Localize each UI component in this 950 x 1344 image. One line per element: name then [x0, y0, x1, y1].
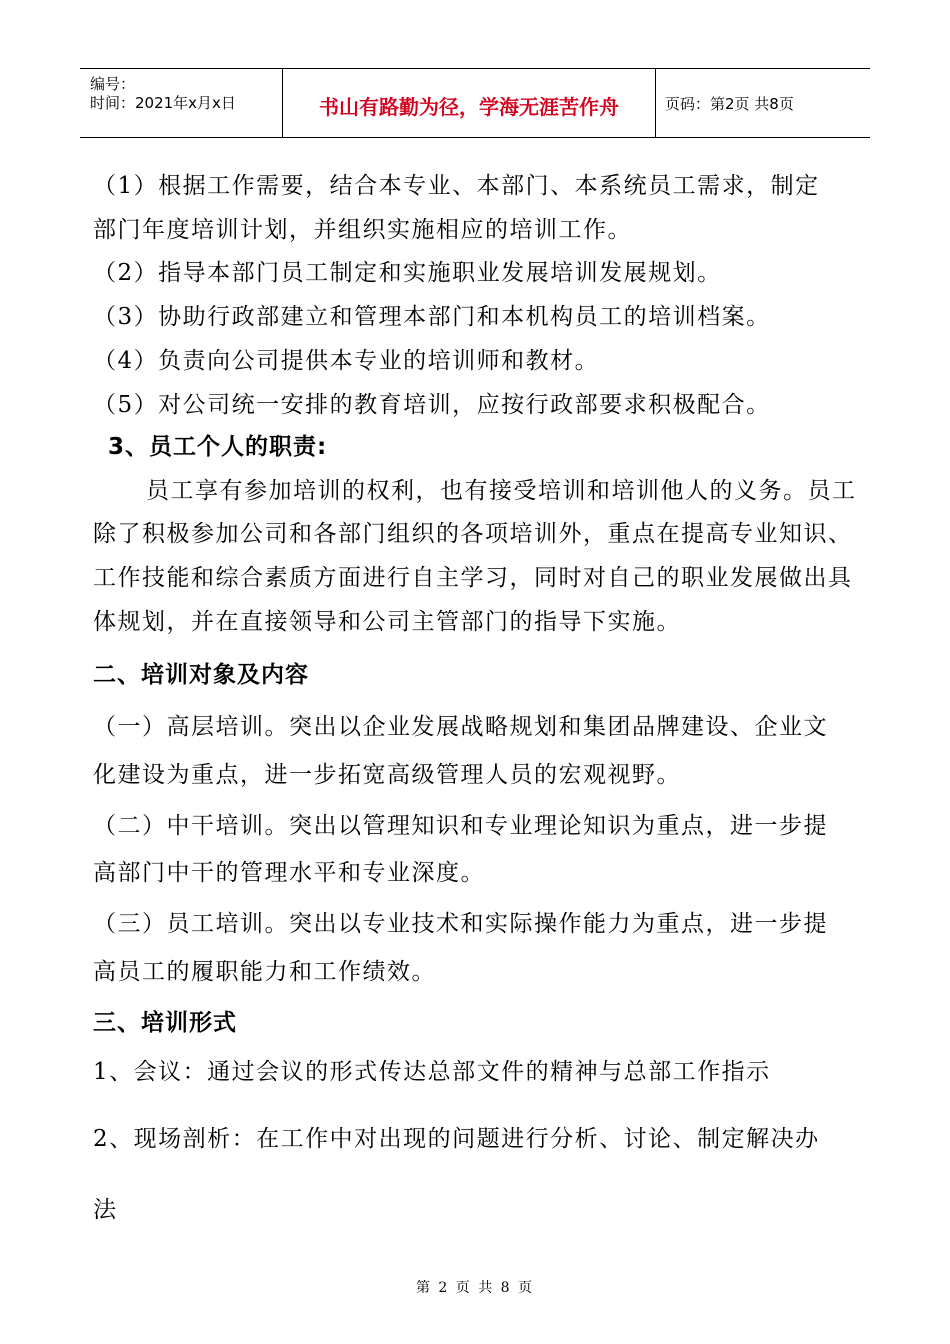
header-page-cell	[655, 69, 870, 137]
employee-paragraph-line-4: 体规划，并在直接领导和公司主管部门的指导下实施。	[93, 609, 681, 635]
employee-paragraph-line-3: 工作技能和综合素质方面进行自主学习，同时对自己的职业发展做出具	[93, 565, 853, 591]
paragraph-5: （5）对公司统一安排的教育培训，应按行政部要求积极配合。	[93, 392, 771, 418]
paragraph-4: （4）负责向公司提供本专业的培训师和教材。	[93, 348, 600, 374]
target-2-line-1: （二）中干培训。突出以管理知识和专业理论知识为重点，进一步提	[93, 813, 828, 839]
target-1-line-2: 化建设为重点，进一步拓宽高级管理人员的宏观视野。	[93, 762, 681, 788]
section-3-title: 三、培训形式	[93, 1010, 237, 1036]
serial-number-label: 编号：	[90, 75, 136, 93]
header-motto-cell	[282, 69, 656, 137]
form-2-line-2: 法	[93, 1197, 118, 1223]
header-motto: 书山有路勤为径，学海无涯苦作舟	[319, 95, 619, 119]
page-footer: 第 2 页 共 8 页	[415, 1280, 535, 1296]
target-2-line-2: 高部门中干的管理水平和专业深度。	[93, 860, 485, 886]
paragraph-1-line-1: （1）根据工作需要，结合本专业、本部门、本系统员工需求，制定	[93, 173, 820, 199]
header-page-info: 页码：第2页 共8页	[665, 95, 794, 113]
paragraph-2: （2）指导本部门员工制定和实施职业发展培训发展规划。	[93, 260, 722, 286]
date-label: 时间：2021年x月x日	[90, 94, 236, 112]
header-meta-cell	[80, 69, 282, 137]
paragraph-3: （3）协助行政部建立和管理本部门和本机构员工的培训档案。	[93, 304, 771, 330]
form-2-line-1: 2、现场剖析：在工作中对出现的问题进行分析、讨论、制定解决办	[93, 1126, 820, 1152]
employee-paragraph-line-1: 员工享有参加培训的权利，也有接受培训和培训他人的义务。员工	[146, 478, 857, 504]
paragraph-1-line-2: 部门年度培训计划，并组织实施相应的培训工作。	[93, 217, 632, 243]
target-3-line-1: （三）员工培训。突出以专业技术和实际操作能力为重点，进一步提	[93, 911, 828, 937]
section-2-title: 二、培训对象及内容	[93, 662, 309, 688]
target-1-line-1: （一）高层培训。突出以企业发展战略规划和集团品牌建设、企业文	[93, 714, 828, 740]
target-3-line-2: 高员工的履职能力和工作绩效。	[93, 959, 436, 985]
heading-employee-duties: 3、员工个人的职责:	[108, 434, 328, 460]
employee-paragraph-line-2: 除了积极参加公司和各部门组织的各项培训外，重点在提高专业知识、	[93, 521, 853, 547]
page-header	[80, 68, 870, 138]
form-1: 1、会议：通过会议的形式传达总部文件的精神与总部工作指示	[93, 1059, 771, 1085]
